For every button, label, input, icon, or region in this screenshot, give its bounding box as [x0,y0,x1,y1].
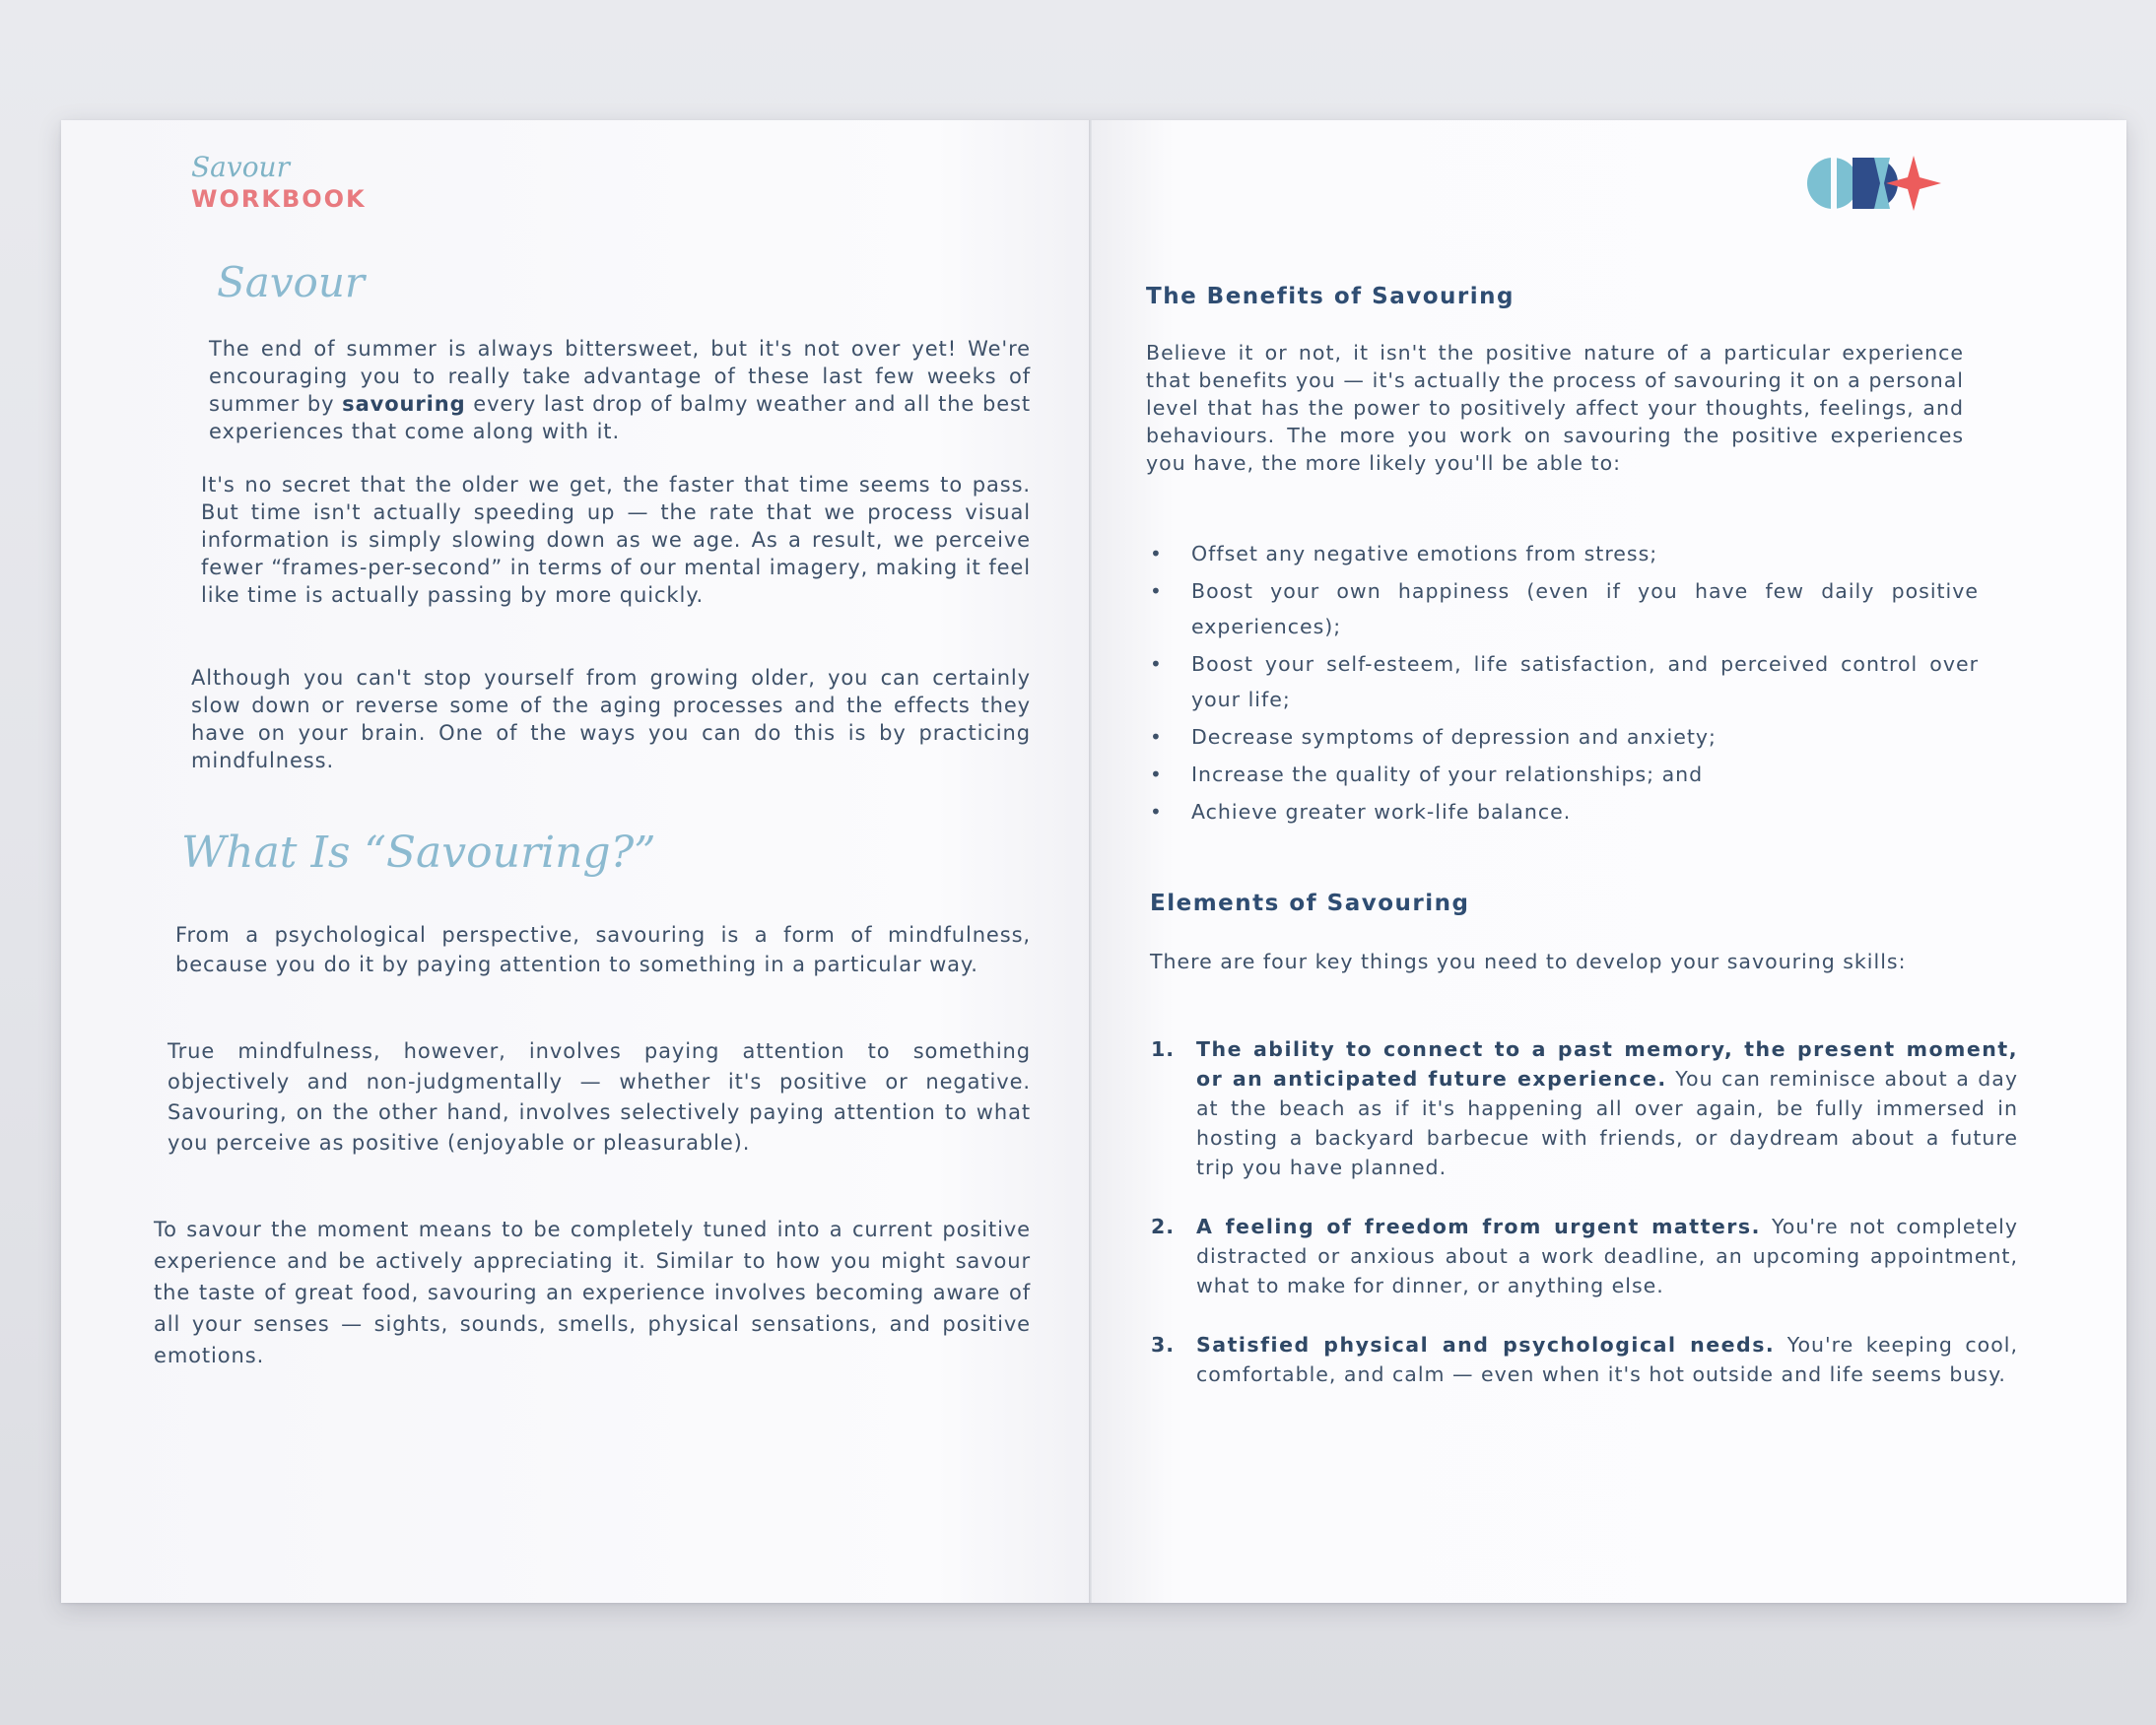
list-item [1146,573,1979,644]
list-item [1146,646,1979,717]
paragraph-benefits-intro: Believe it or not, it isn't the positive nature of a particular experience that benefits you — it's actually the process of savouring it on a personal level that has the power to positively affect your thoughts, feelings, and behaviours. The more you work on savouring the positive experiences you have, the more likely you'll be able to: [1146,341,1964,475]
booklet-spine [1089,120,1092,1603]
item-text: You're keeping cool, comfortable, and calm — even when it's hot outside and life seems busy. [1196,1333,2018,1386]
bullet-icon: • [1150,542,1163,565]
paragraph-intro-bold: savouring [342,392,466,416]
bullet-icon: • [1150,652,1163,676]
brand-logo-icon [1805,154,1943,213]
item-number: 1. [1151,1037,1176,1061]
paragraph-true-mindfulness: True mindfulness, however, involves paying attention to something objectively and non-judgmentally — whether it's positive or negative. Savouring, on the other hand, involves selectively paying attention to what you perceive as positive (enjoyable or pleasurable). [168,1039,1031,1155]
brand-script-title: Savour [191,151,290,183]
list-item-text: Achieve greater work-life balance. [1191,800,1572,824]
item-number: 3. [1151,1333,1176,1357]
list-item [1146,536,1979,571]
heading-savour: Savour [217,258,365,306]
list-item-text: Decrease symptoms of depression and anxiety; [1191,725,1717,749]
numbered-item [1151,1212,2018,1300]
bullet-icon: • [1150,763,1163,786]
paragraph-aging: Although you can't stop yourself from growing older, you can certainly slow down or reverse some of the aging processes and the effects they have on your brain. One of the ways you can do this is by practicing mindfulness. [191,666,1031,772]
workbook-brand [191,151,367,213]
paragraph-intro-pre: The end of summer is always bittersweet, but it's not over yet! We're encouraging you to really take advantage of these last few weeks of summer by [209,337,1031,416]
paragraph-elements-intro: There are four key things you need to develop your savouring skills: [1150,950,1907,973]
paragraph-intro-post: every last drop of balmy weather and all the best experiences that come along with it. [209,392,1032,443]
paragraph-psychological: From a psychological perspective, savouring is a form of mindfulness, because you do it by paying attention to something in a particular way. [175,923,1031,976]
numbered-item [1151,1034,2018,1182]
numbered-item [1151,1330,2018,1389]
elements-list [1151,1034,2018,1419]
logo-star-shape [1886,156,1941,211]
item-heading: Satisfied physical and psychological needs. [1196,1333,1776,1357]
item-number: 2. [1151,1215,1176,1238]
paragraph-savour-moment: To savour the moment means to be completely tuned into a current positive experience and be actively appreciating it. Similar to how you might savour the taste of great food, savouring an experience involves becoming aware of all your senses — sights, sounds, smells, physical sensations, and positive emotions. [154,1218,1031,1367]
brand-workbook-label: WORKBOOK [191,185,367,213]
list-item-text: Boost your own happiness (even if you have few daily positive experiences); [1191,579,1979,638]
bullet-icon: • [1150,725,1163,749]
list-item [1146,794,1979,829]
list-item [1146,719,1979,755]
bullet-icon: • [1150,579,1163,603]
heading-elements: Elements of Savouring [1150,891,1470,916]
list-item-text: Increase the quality of your relationships; and [1191,763,1704,786]
list-item-text: Offset any negative emotions from stress; [1191,542,1658,565]
list-item-text: Boost your self-esteem, life satisfaction, and perceived control over your life; [1191,652,1979,711]
item-text: You're not completely distracted or anxious about a work deadline, an upcoming appointment, what to make for dinner, or anything else. [1196,1215,2019,1297]
item-text: You can reminisce about a day at the beach as if it's happening all over again, be fully immersed in hosting a backyard barbecue with friends, or daydream about a future trip you have planned. [1196,1067,2019,1179]
paragraph-time: It's no secret that the older we get, the faster that time seems to pass. But time isn't actually speeding up — the rate that we process visual information is simply slowing down as we age. As a result, we perceive fewer “frames-per-second” in terms of our mental imagery, making it feel like time is actually passing by more quickly. [201,473,1031,607]
bullet-icon: • [1150,800,1163,824]
benefits-list [1146,536,1979,831]
heading-what-is-savouring: What Is “Savouring?” [181,828,656,878]
heading-benefits: The Benefits of Savouring [1146,284,1515,309]
item-heading: The ability to connect to a past memory, the present moment, or an anticipated future experience. [1196,1037,2018,1091]
paragraph-intro [209,335,1031,445]
list-item [1146,757,1979,792]
item-heading: A feeling of freedom from urgent matters. [1196,1215,1761,1238]
